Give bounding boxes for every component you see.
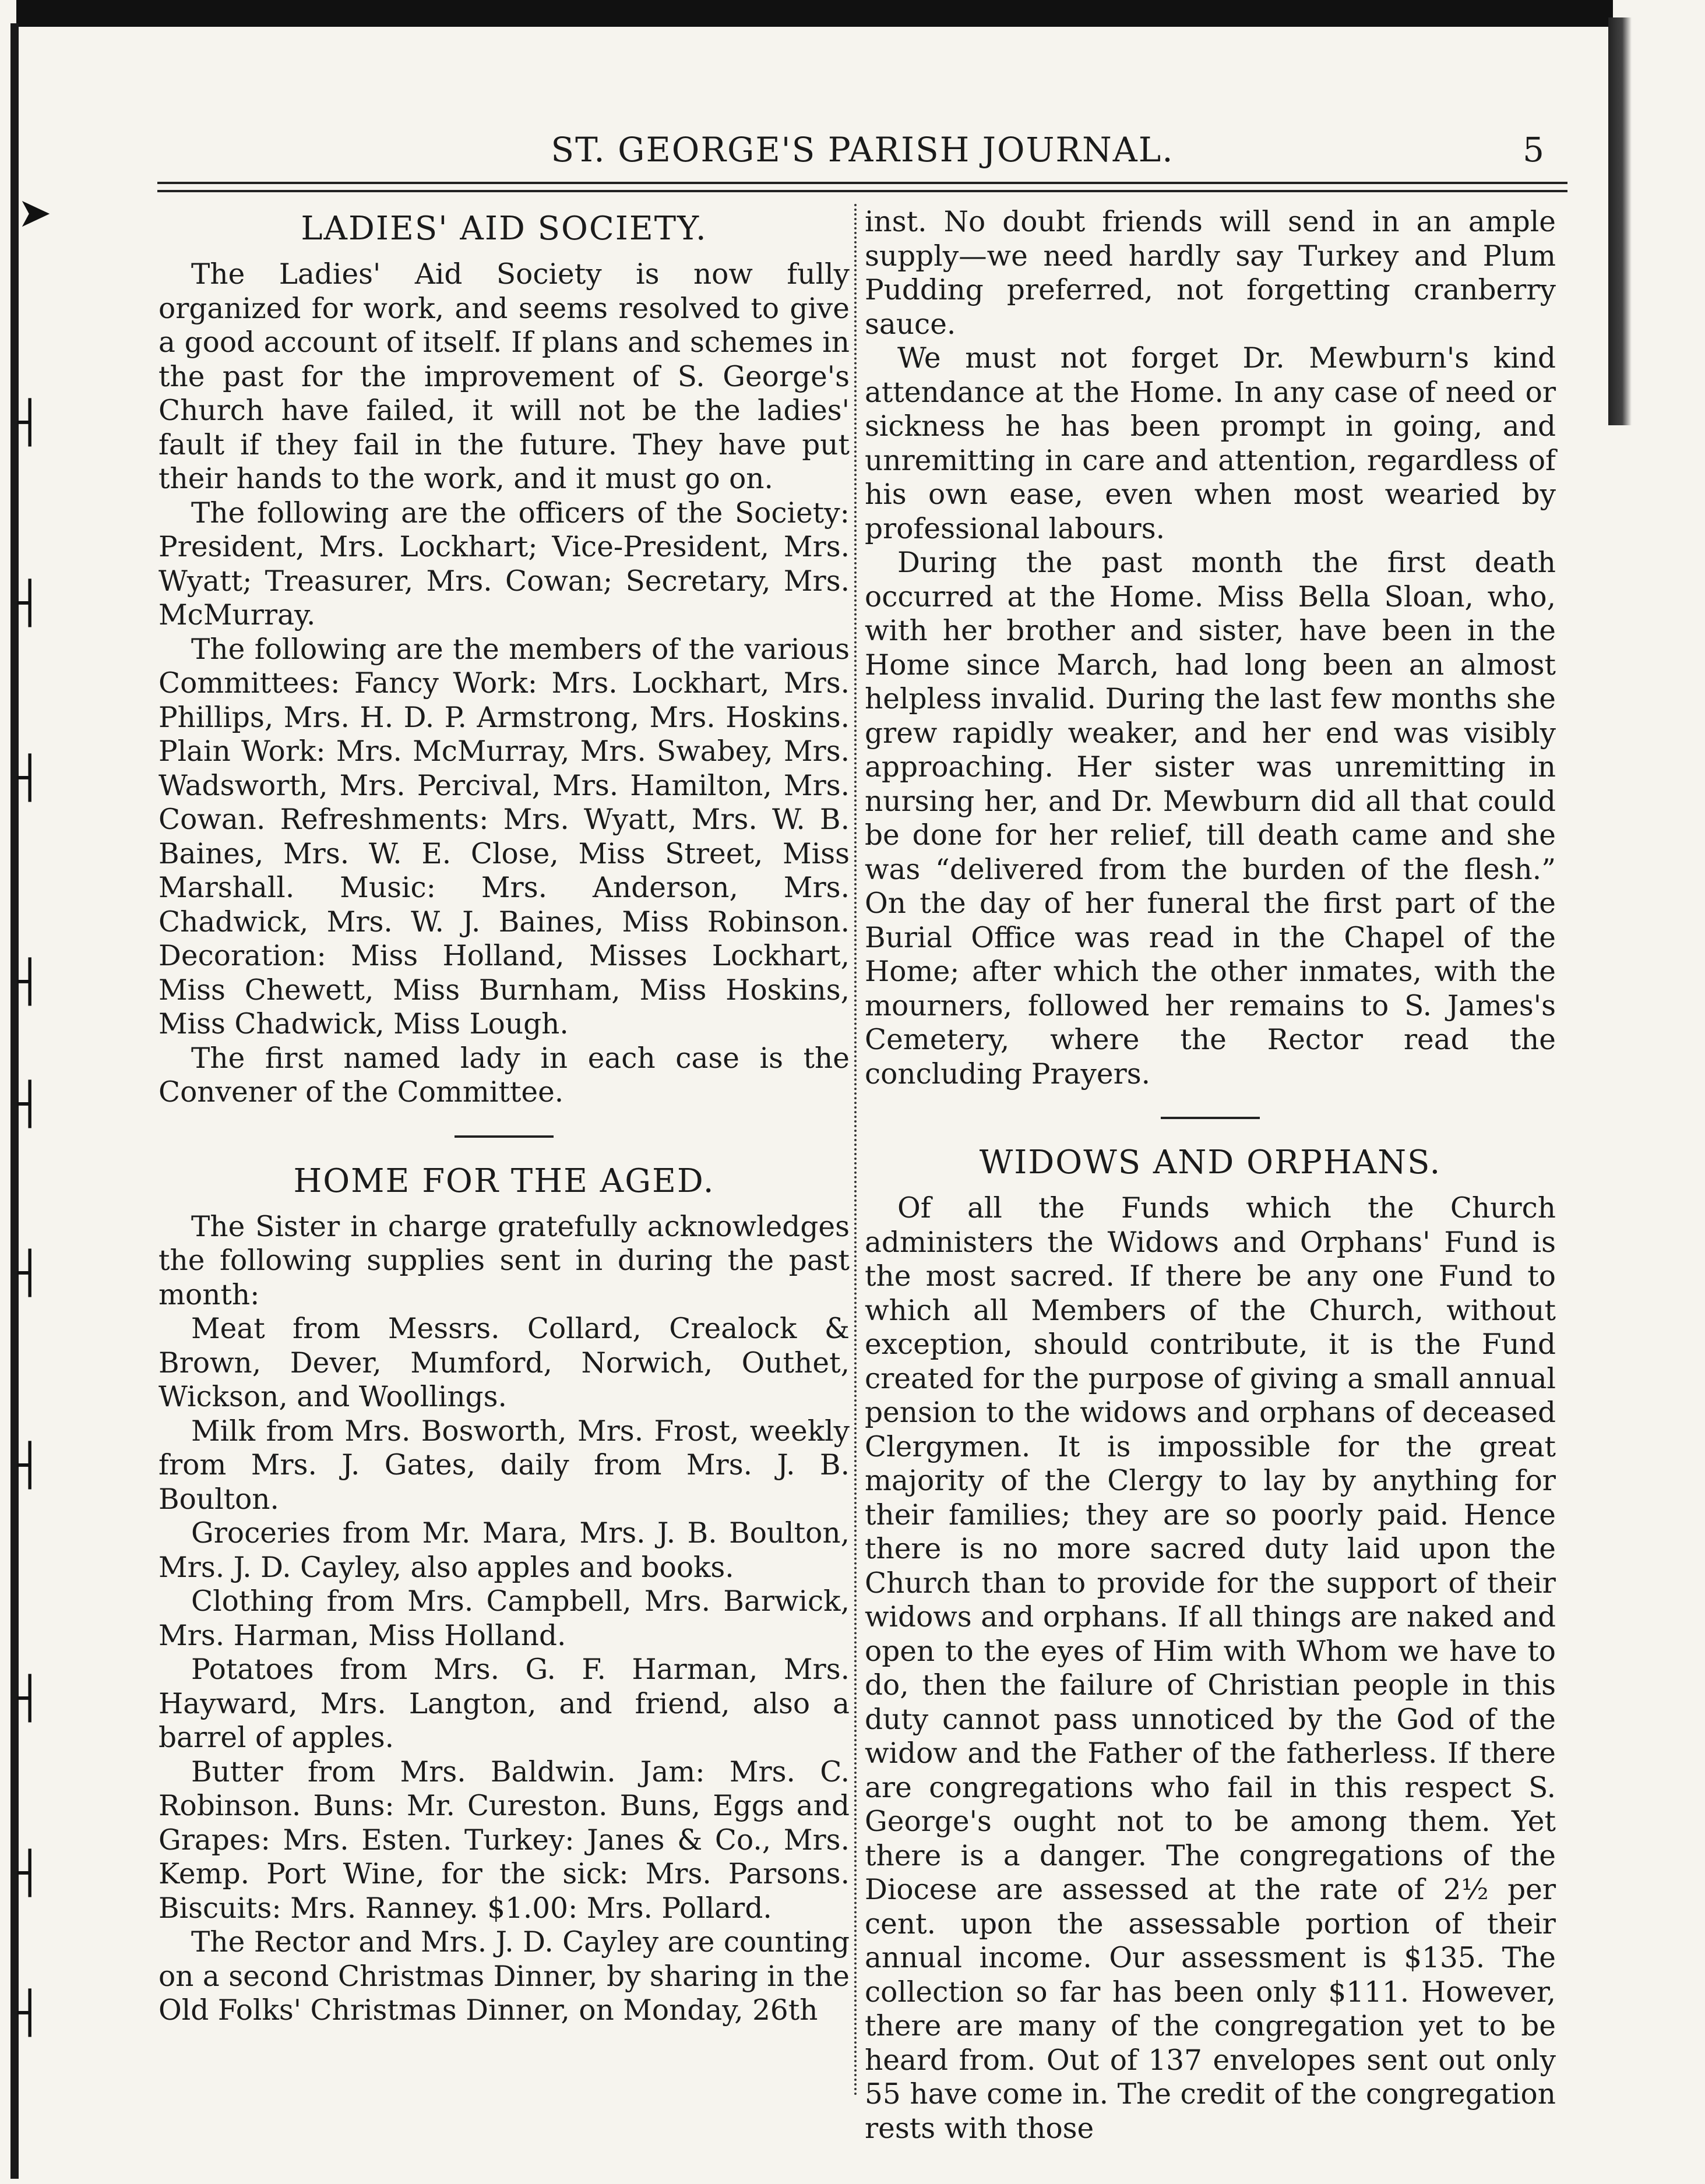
margin-tick-mark: ┤: [17, 1080, 43, 1128]
christmas-dinner-paragraph: The Rector and Mrs. J. D. Cayley are counting on a second Christmas Dinner, by sharing in the Old Folks' Christmas Dinner, on Monday, 26th: [158, 1926, 850, 2027]
page-header: [157, 124, 1567, 176]
section-divider: [455, 1135, 554, 1138]
margin-tick-mark: ┤: [17, 1674, 43, 1722]
supplies-groceries: Groceries from Mr. Mara, Mrs. J. B. Boulton, Mrs. J. D. Cayley, also apples and books.: [158, 1517, 850, 1584]
page-number: 5: [1523, 130, 1544, 170]
section-divider: [1161, 1117, 1260, 1119]
margin-tick-mark: ┤: [17, 1989, 43, 2037]
column-divider: [854, 204, 857, 2097]
supplies-milk: Milk from Mrs. Bosworth, Mrs. Frost, weekly from Mrs. J. Gates, daily from Mrs. J. B. Boulton.: [158, 1414, 850, 1516]
header-double-rule: [157, 182, 1567, 192]
margin-tick-mark: ┤: [17, 579, 43, 627]
margin-tick-mark: ┤: [17, 1849, 43, 1897]
christmas-dinner-continuation: inst. No doubt friends will send in an ample supply—we need hardly say Turkey and Plum Pudding preferred, not forgetting cranberry sauce.: [865, 206, 1556, 341]
supplies-clothing: Clothing from Mrs. Campbell, Mrs. Barwick, Mrs. Harman, Miss Holland.: [158, 1585, 850, 1652]
top-border: [16, 0, 1613, 27]
dr-mewburn-paragraph: We must not forget Dr. Mewburn's kind attendance at the Home. In any case of need or sickness he has been prompt in going, and unremitting in care and attention, regardless of his own ease, even when most wearied by professional labours.: [865, 342, 1556, 545]
margin-tick-mark: ┤: [17, 1249, 43, 1297]
ladies-aid-committees: The following are the members of the various Committees: Fancy Work: Mrs. Lockhart, Mrs. Phillips, Mrs. H. D. P. Armstrong, Mrs. Hoskins. Plain Work: Mrs. McMurray, Mrs. Swabey, Mrs. Wadsworth, Mrs. Percival, Mrs. Hamilton, Mrs. Cowan. Refreshments: Mrs. Wyatt, Mrs. W. B. Baines, Mrs. W. E. Close, Miss Street, Miss Marshall. Music: Mrs. Anderson, Mrs. Chadwick, Mrs. W. J. Baines, Miss Robinson. Decoration: Miss Holland, Misses Lockhart, Miss Chewett, Miss Burnham, Miss Hoskins, Miss Chadwick, Miss Lough.: [158, 633, 850, 1040]
page-edge-shadow: [1608, 17, 1632, 425]
margin-tick-mark: ┤: [17, 958, 43, 1005]
widows-orphans-heading: WIDOWS AND ORPHANS.: [979, 1144, 1442, 1181]
ladies-aid-heading: LADIES' AID SOCIETY.: [301, 210, 707, 248]
home-for-aged-heading: HOME FOR THE AGED.: [293, 1162, 715, 1200]
margin-arrow-mark: ➤: [17, 189, 52, 237]
right-column: [865, 205, 1556, 2146]
left-column: [158, 205, 850, 2028]
journal-title: ST. GEORGE'S PARISH JOURNAL.: [551, 130, 1174, 170]
margin-tick-mark: ┤: [17, 754, 43, 802]
supplies-potatoes: Potatoes from Mrs. G. F. Harman, Mrs. Hayward, Mrs. Langton, and friend, also a barrel of apples.: [158, 1653, 850, 1754]
home-for-aged-intro: The Sister in charge gratefully acknowledges the following supplies sent in during the past month:: [158, 1210, 850, 1311]
ladies-aid-convener-note: The first named lady in each case is the Convener of the Committee.: [158, 1042, 850, 1109]
margin-tick-mark: ┤: [17, 1441, 43, 1489]
supplies-butter-jam-etc: Butter from Mrs. Baldwin. Jam: Mrs. C. Robinson. Buns: Mr. Cureston. Buns, Eggs and Grapes: Mrs. Esten. Turkey: Janes & Co., Mrs. Kemp. Port Wine, for the sick: Mrs. Parsons. Biscuits: Mrs. Ranney. $1.00: Mrs. Pollard.: [158, 1755, 850, 1925]
supplies-meat: Meat from Messrs. Collard, Crealock & Brown, Dever, Mumford, Norwich, Outhet, Wickson, and Woollings.: [158, 1312, 850, 1413]
ladies-aid-officers: The following are the officers of the Society: President, Mrs. Lockhart; Vice-President, Mrs. Wyatt; Treasurer, Mrs. Cowan; Secretary, Mrs. McMurray.: [158, 496, 850, 631]
ladies-aid-paragraph: The Ladies' Aid Society is now fully organized for work, and seems resolved to give a good account of itself. If plans and schemes in the past for the improvement of S. George's Church have failed, it will not be the ladies' fault if they fail in the future. They have put their hands to the work, and it must go on.: [158, 258, 850, 495]
margin-tick-mark: ┤: [17, 398, 43, 446]
first-death-paragraph: During the past month the first death occurred at the Home. Miss Bella Sloan, who, with her brother and sister, have been in the Home since March, had long been an almost helpless invalid. During the last few months she grew rapidly weaker, and her end was visibly approaching. Her sister was unremitting in nursing her, and Dr. Mewburn did all that could be done for her relief, till death came and she was “delivered from the burden of the flesh.” On the day of her funeral the first part of the Burial Office was read in the Chapel of the Home; after which the other inmates, with the mourners, followed her remains to S. James's Cemetery, where the Rector read the concluding Prayers.: [865, 546, 1556, 1091]
widows-orphans-paragraph: Of all the Funds which the Church administers the Widows and Orphans' Fund is the most sacred. If there be any one Fund to which all Members of the Church, without exception, should contribute, it is the Fund created for the purpose of giving a small annual pension to the widows and orphans of deceased Clergymen. It is impossible for the great majority of the Clergy to lay by anything for their families; they are so poorly paid. Hence there is no more sacred duty laid upon the Church than to provide for the support of their widows and orphans. If all things are naked and open to the eyes of Him with Whom we have to do, then the failure of Christian people in this duty cannot pass unnoticed by the God of the widow and the Father of the fatherless. If there are congregations who fail in this respect S. George's ought not to be among them. Yet there is a danger. The congregations of the Diocese are assessed at the rate of 2½ per cent. upon the assessable portion of their annual income. Our assessment is $135. The collection so far has been only $111. However, there are many of the congregation yet to be heard from. Out of 137 envelopes sent out only 55 have come in. The credit of the congregation rests with those: [865, 1192, 1556, 2145]
